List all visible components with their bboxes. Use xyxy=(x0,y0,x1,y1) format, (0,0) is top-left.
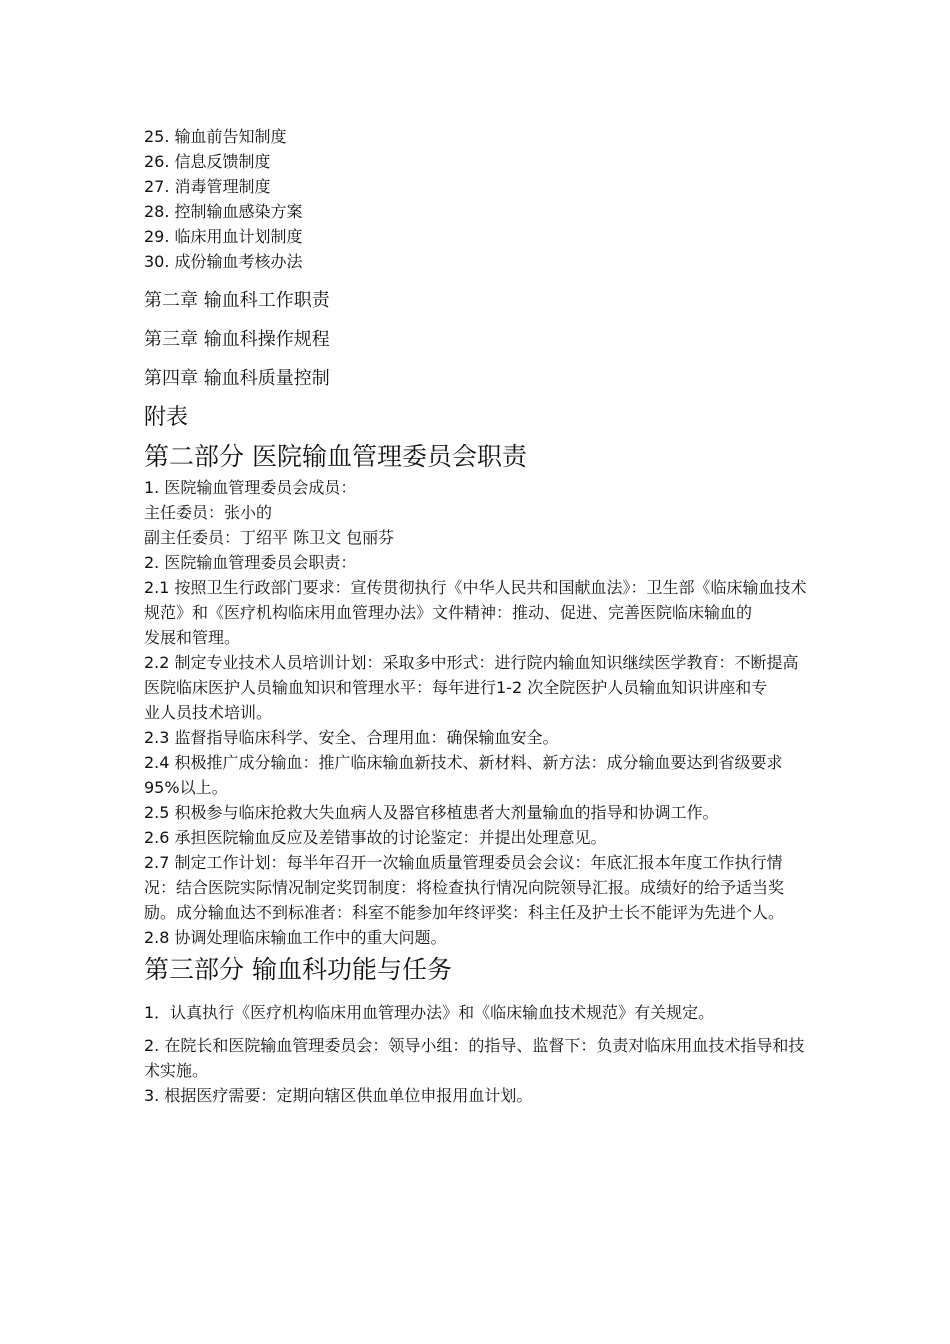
text-line: 1. 医院输血管理委员会成员： xyxy=(144,478,357,497)
text-line: 2. 医院输血管理委员会职责： xyxy=(144,553,357,572)
list-item: 26. 信息反馈制度 xyxy=(144,152,271,171)
list-item: 28. 控制输血感染方案 xyxy=(144,202,303,221)
paragraph-3-1: 1．认真执行《医疗机构临床用血管理办法》和《临床输血技术规范》有关规定。 xyxy=(144,1003,715,1022)
paragraph-2-8: 2.8 协调处理临床输血工作中的重大问题。 xyxy=(144,928,447,947)
list-item: 27. 消毒管理制度 xyxy=(144,177,271,196)
spacer xyxy=(144,1025,809,1033)
list-item: 29. 临床用血计划制度 xyxy=(144,227,303,246)
part2-body xyxy=(144,475,809,950)
paragraph-2-2: 2.2 制定专业技术人员培训计划：采取多中形式：进行院内输血知识继续医学教育：不断提高医院临床医护人员输血知识和管理水平：每年进行1-2 次全院医护人员输血知识讲座和专 xyxy=(144,653,799,697)
list-item: 30. 成份输血考核办法 xyxy=(144,252,303,271)
chapter-heading: 第三章 输血科操作规程 xyxy=(144,329,330,350)
text-line: 主任委员：张小的 xyxy=(144,503,273,522)
chapter-heading: 第四章 输血科质量控制 xyxy=(144,368,330,389)
document-page xyxy=(144,124,809,1108)
appendix-heading: 附表 xyxy=(144,405,189,430)
paragraph-2-7: 2.7 制定工作计划：每半年召开一次输血质量管理委员会会议：年底汇报本年度工作执行情况：结合医院实际情况制定奖罚制度：将检查执行情况向院领导汇报。成绩好的给予适当奖励。成分输血达不到标准者：科室不能参加年终评奖：科主任及护士长不能评为先进个人。 xyxy=(144,853,785,922)
part3-body xyxy=(144,1000,809,1108)
paragraph-3-3: 3. 根据医疗需要：定期向辖区供血单位申报用血计划。 xyxy=(144,1086,533,1105)
paragraph-2-1: 2.1 按照卫生行政部门要求：宣传贯彻执行《中华人民共和国献血法》：卫生部《临床输血技术规范》和《医疗机构临床用血管理办法》文件精神：推动、促进、完善医院临床输血的 xyxy=(144,578,807,622)
paragraph-continuation: 业人员技术培训。 xyxy=(144,703,273,722)
chapter-heading: 第二章 输血科工作职责 xyxy=(144,290,330,311)
paragraph-continuation: 发展和管理。 xyxy=(144,628,241,647)
paragraph-3-2: 2. 在院长和医院输血管理委员会：领导小组：的指导、监督下：负责对临床用血技术指导和技术实施。 xyxy=(144,1036,805,1080)
paragraph-2-5: 2.5 积极参与临床抢救大失血病人及器官移植患者大剂量输血的指导和协调工作。 xyxy=(144,803,719,822)
list-item: 25. 输血前告知制度 xyxy=(144,127,287,146)
paragraph-2-3: 2.3 监督指导临床科学、安全、合理用血：确保输血安全。 xyxy=(144,728,559,747)
regulation-list xyxy=(144,124,809,274)
text-line: 副主任委员：丁绍平 陈卫文 包丽芬 xyxy=(144,528,395,547)
part3-title: 第三部分 输血科功能与任务 xyxy=(144,955,452,984)
part2-title: 第二部分 医院输血管理委员会职责 xyxy=(144,442,527,471)
paragraph-2-4: 2.4 积极推广成分输血：推广临床输血新技术、新材料、新方法：成分输血要达到省级要求95%以上。 xyxy=(144,753,783,797)
paragraph-2-6: 2.6 承担医院输血反应及差错事故的讨论鉴定：并提出处理意见。 xyxy=(144,828,607,847)
